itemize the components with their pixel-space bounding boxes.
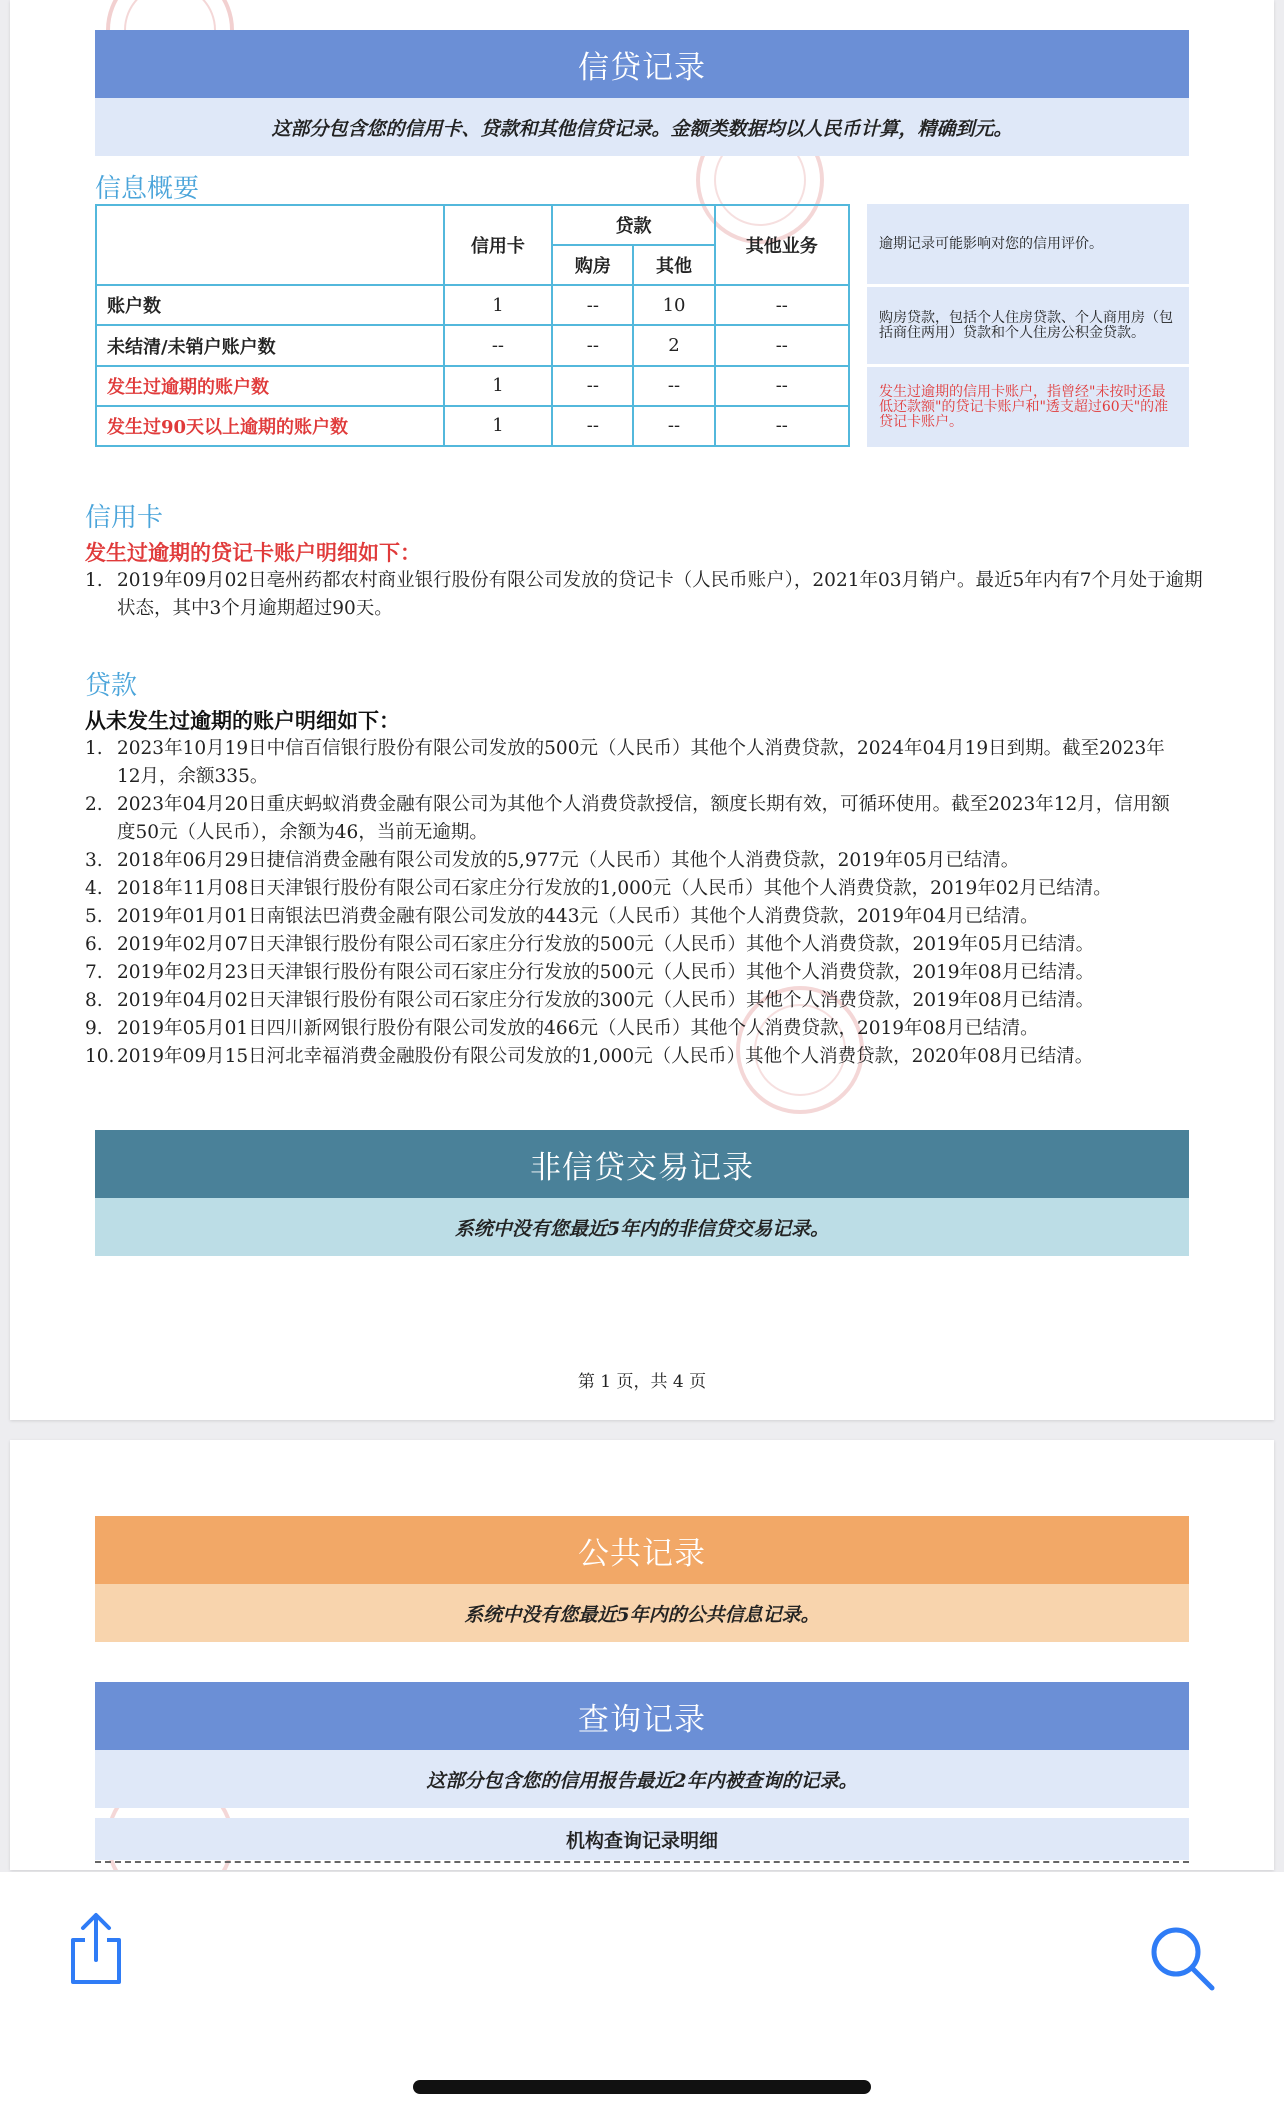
- loan-section-title: 贷款: [85, 671, 138, 701]
- cell-other: --: [633, 406, 714, 446]
- table-row: [96, 366, 849, 406]
- item-number: 4.: [85, 878, 103, 899]
- cell-housing: --: [552, 325, 633, 365]
- public-records-title-bar: [95, 1516, 1189, 1584]
- item-text: 2023年04月20日重庆蚂蚁消费金融有限公司为其他个人消费贷款授信，额度长期有效，可循环使用。截至2023年12月，信用额度50元（人民币），余额为46，当前无逾期。: [117, 794, 1170, 843]
- note-text: 发生过逾期的信用卡账户，指曾经"未按时还最低还款额"的贷记卡账户和"透支超过60天"的准贷记卡账户。: [879, 383, 1169, 430]
- note-text: 逾期记录可能影响对您的信用评价。: [879, 235, 1103, 252]
- item-text: 2023年10月19日中信百信银行股份有限公司发放的500元（人民币）其他个人消费贷款，2024年04月19日到期。截至2023年12月，余额335。: [117, 738, 1165, 787]
- overview-table: [95, 204, 850, 447]
- header-credit-card: 信用卡: [444, 205, 553, 285]
- public-records-title: 公共记录: [578, 1535, 706, 1572]
- item-number: 2.: [85, 794, 103, 815]
- row-label: 发生过逾期的账户数: [96, 366, 444, 406]
- list-item: [85, 1015, 1185, 1043]
- list-item: [85, 959, 1185, 987]
- cell-card: --: [444, 325, 553, 365]
- header-housing: 购房: [552, 245, 633, 285]
- item-text: 2018年06月29日捷信消费金融有限公司发放的5,977元（人民币）其他个人消费贷款，2019年05月已结清。: [117, 850, 1020, 871]
- cell-card: 1: [444, 366, 553, 406]
- report-page-2: [10, 1440, 1274, 1870]
- credit-records-subtitle: 这部分包含您的信用卡、贷款和其他信贷记录。金额类数据均以人民币计算，精确到元。: [271, 117, 1013, 140]
- credit-records-title: 信贷记录: [578, 49, 706, 86]
- list-item: [85, 931, 1185, 959]
- header-loan: 贷款: [552, 205, 714, 245]
- list-item: [85, 1043, 1185, 1071]
- credit-card-section-title: 信用卡: [85, 503, 164, 533]
- item-number: 9.: [85, 1018, 103, 1039]
- item-text: 2019年04月02日天津银行股份有限公司石家庄分行发放的300元（人民币）其他个人消费贷款，2019年08月已结清。: [117, 990, 1095, 1011]
- item-number: 8.: [85, 990, 103, 1011]
- note-housing-loan: [867, 287, 1189, 364]
- item-text: 2019年09月15日河北幸福消费金融股份有限公司发放的1,000元（人民币）其他个人消费贷款，2020年08月已结清。: [117, 1046, 1094, 1067]
- report-page-1: [10, 0, 1274, 1420]
- cell-biz: --: [715, 406, 849, 446]
- inquiry-subtitle-bar: [95, 1750, 1189, 1808]
- item-number: 1.: [85, 570, 103, 591]
- cell-housing: --: [552, 366, 633, 406]
- no-overdue-loan-heading: 从未发生过逾期的账户明细如下：: [85, 708, 400, 733]
- list-item: [85, 791, 1185, 847]
- credit-records-subtitle-bar: [95, 98, 1189, 156]
- cell-biz: --: [715, 325, 849, 365]
- loan-list: [85, 735, 1185, 1071]
- note-text: 购房贷款，包括个人住房贷款、个人商用房（包括商住两用）贷款和个人住房公积金贷款。: [879, 309, 1173, 341]
- item-text: 2019年02月23日天津银行股份有限公司石家庄分行发放的500元（人民币）其他个人消费贷款，2019年08月已结清。: [117, 962, 1095, 983]
- page-footer: 第 1 页，共 4 页: [577, 1372, 707, 1392]
- non-credit-subtitle: 系统中没有您最近5年内的非信贷交易记录。: [454, 1217, 830, 1240]
- inquiry-title-bar: [95, 1682, 1189, 1750]
- overview-title: 信息概要: [95, 174, 200, 204]
- list-item: [85, 875, 1185, 903]
- table-corner: [96, 205, 444, 285]
- inquiry-title: 查询记录: [578, 1701, 706, 1738]
- cell-housing: --: [552, 285, 633, 325]
- dashed-divider: [95, 1861, 1189, 1863]
- public-records-subtitle: 系统中没有您最近5年内的公共信息记录。: [464, 1603, 820, 1626]
- item-text: 2019年02月07日天津银行股份有限公司石家庄分行发放的500元（人民币）其他个人消费贷款，2019年05月已结清。: [117, 934, 1095, 955]
- credit-records-title-bar: [95, 30, 1189, 98]
- bottom-toolbar: [0, 1872, 1284, 2121]
- item-number: 10.: [85, 1046, 115, 1067]
- cell-card: 1: [444, 285, 553, 325]
- note-overdue: [867, 204, 1189, 284]
- item-number: 3.: [85, 850, 103, 871]
- item-number: 7.: [85, 962, 103, 983]
- item-text: 2018年11月08日天津银行股份有限公司石家庄分行发放的1,000元（人民币）其他个人消费贷款，2019年02月已结清。: [117, 878, 1112, 899]
- cell-other: 10: [633, 285, 714, 325]
- non-credit-subtitle-bar: [95, 1198, 1189, 1256]
- public-records-subtitle-bar: [95, 1584, 1189, 1642]
- cell-card: 1: [444, 406, 553, 446]
- item-number: 5.: [85, 906, 103, 927]
- table-row: [96, 285, 849, 325]
- inquiry-subtitle: 这部分包含您的信用报告最近2年内被查询的记录。: [426, 1769, 858, 1792]
- item-text: 2019年01月01日南银法巴消费金融有限公司发放的443元（人民币）其他个人消费贷款，2019年04月已结清。: [117, 906, 1039, 927]
- item-text: 2019年09月02日亳州药都农村商业银行股份有限公司发放的贷记卡（人民币账户），2021年03月销户。最近5年内有7个月处于逾期状态，其中3个月逾期超过90天。: [117, 570, 1203, 619]
- header-other-business: 其他业务: [715, 205, 849, 285]
- item-number: 6.: [85, 934, 103, 955]
- cell-biz: --: [715, 285, 849, 325]
- list-item: [85, 987, 1185, 1015]
- list-item: [85, 903, 1185, 931]
- cell-other: --: [633, 366, 714, 406]
- table-row: [96, 325, 849, 365]
- inquiry-detail-title: 机构查询记录明细: [565, 1829, 718, 1852]
- list-item: [85, 847, 1185, 875]
- table-row: [96, 406, 849, 446]
- share-icon[interactable]: [65, 1912, 127, 1988]
- non-credit-title-bar: [95, 1130, 1189, 1198]
- inquiry-detail-bar: [95, 1818, 1189, 1860]
- cell-other: 2: [633, 325, 714, 365]
- header-other: 其他: [633, 245, 714, 285]
- list-item: [85, 567, 1205, 623]
- home-indicator: [413, 2080, 871, 2094]
- search-icon[interactable]: [1148, 1924, 1218, 1994]
- row-label: 发生过90天以上逾期的账户数: [96, 406, 444, 446]
- overdue-card-heading: 发生过逾期的贷记卡账户明细如下：: [85, 540, 421, 565]
- note-overdue-card: [867, 367, 1189, 447]
- list-item: [85, 735, 1185, 791]
- overdue-card-list: [85, 567, 1205, 623]
- row-label: 未结清/未销户账户数: [96, 325, 444, 365]
- cell-biz: --: [715, 366, 849, 406]
- non-credit-title: 非信贷交易记录: [530, 1149, 754, 1186]
- item-number: 1.: [85, 738, 103, 759]
- row-label: 账户数: [96, 285, 444, 325]
- item-text: 2019年05月01日四川新网银行股份有限公司发放的466元（人民币）其他个人消费贷款，2019年08月已结清。: [117, 1018, 1039, 1039]
- cell-housing: --: [552, 406, 633, 446]
